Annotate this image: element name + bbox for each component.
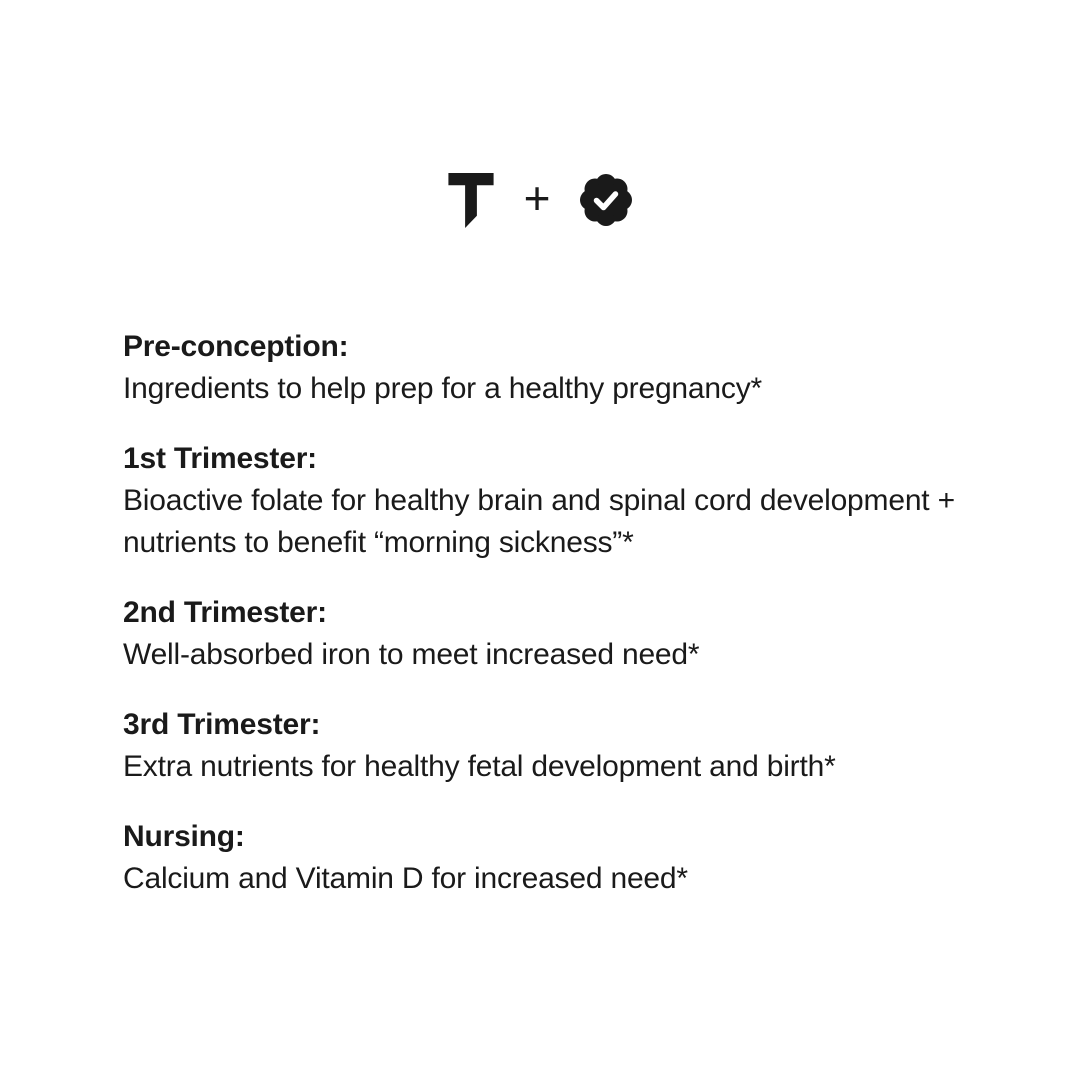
section-nursing bbox=[123, 816, 1003, 900]
section-heading: Pre-conception: bbox=[123, 330, 349, 363]
benefits-list bbox=[123, 326, 1003, 928]
section-1st-trimester bbox=[123, 438, 1003, 564]
section-heading: 1st Trimester: bbox=[123, 442, 317, 475]
logo-lockup bbox=[0, 172, 1080, 228]
section-body: Ingredients to help prep for a healthy pregnancy* bbox=[123, 372, 762, 405]
section-body: Extra nutrients for healthy fetal development and birth* bbox=[123, 750, 836, 783]
section-body: Bioactive folate for healthy brain and spinal cord development + nutrients to benefit “morning sickness”* bbox=[123, 484, 955, 559]
section-body: Calcium and Vitamin D for increased need* bbox=[123, 862, 688, 895]
section-heading: Nursing: bbox=[123, 820, 245, 853]
section-heading: 2nd Trimester: bbox=[123, 596, 327, 629]
verified-badge-icon bbox=[580, 174, 632, 226]
section-pre-conception bbox=[123, 326, 1003, 410]
section-3rd-trimester bbox=[123, 704, 1003, 788]
section-2nd-trimester bbox=[123, 592, 1003, 676]
section-body: Well-absorbed iron to meet increased need* bbox=[123, 638, 700, 671]
plus-icon: + bbox=[523, 172, 551, 224]
section-heading: 3rd Trimester: bbox=[123, 708, 321, 741]
brand-t-logo-icon bbox=[448, 173, 494, 228]
